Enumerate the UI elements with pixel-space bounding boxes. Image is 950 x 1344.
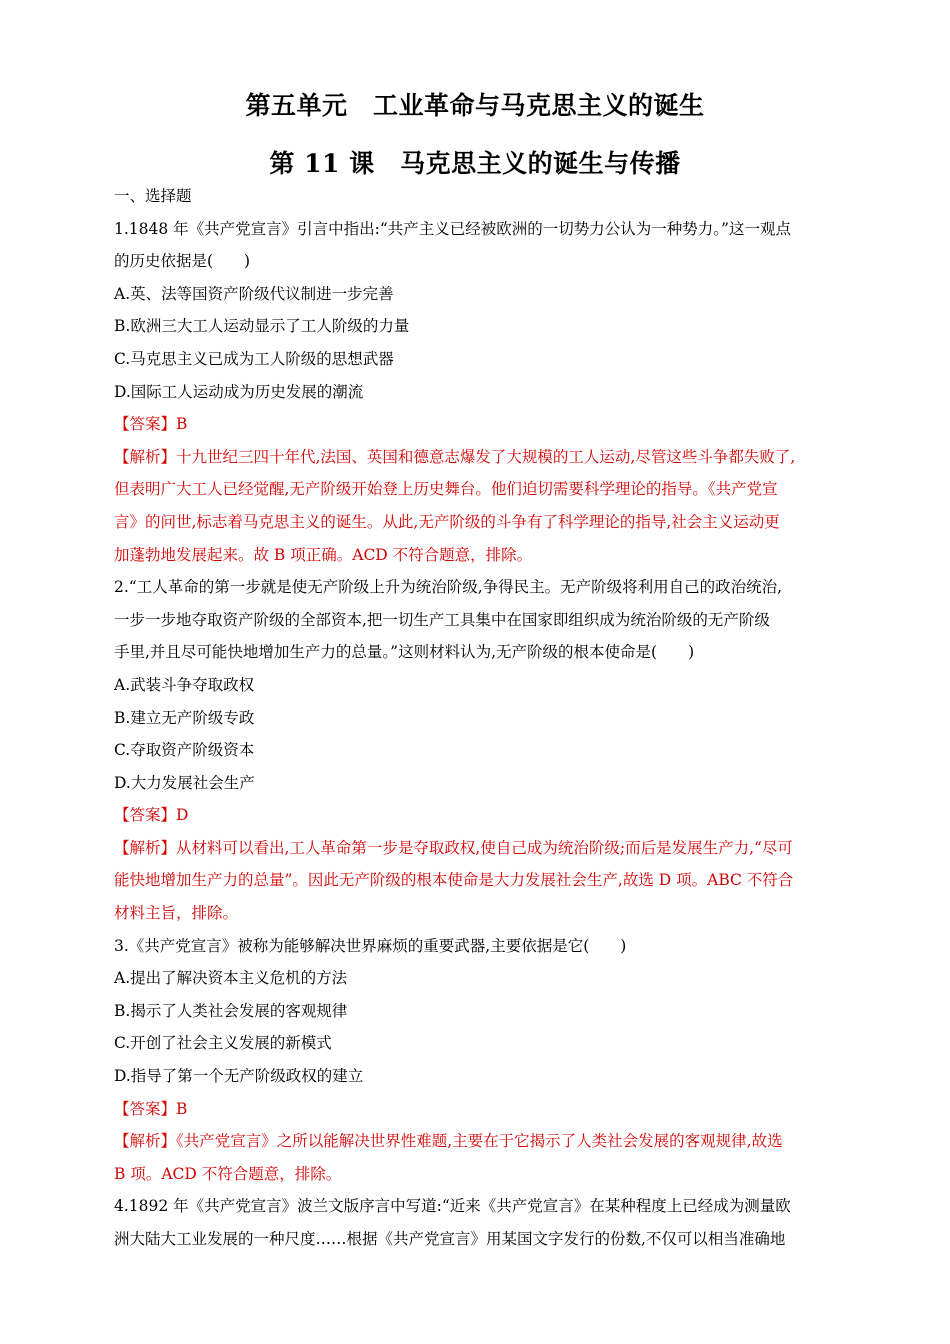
question-2-option-d: D.大力发展社会生产 [114,773,255,792]
question-4-stem-line: 4.1892 年《共产党宣言》波兰文版序言中写道:“近来《共产党宣言》在某种程度上已经成为测量欧 [114,1197,791,1216]
question-1-stem-line: 1.1848 年《共产党宣言》引言中指出:“共产主义已经被欧洲的一切势力公认为一种势力。”这一观点 [114,219,791,238]
unit-title: 第五单元 工业革命与马克思主义的诞生 [245,91,705,120]
lesson-title: 第 11 课 马克思主义的诞生与传播 [269,149,681,178]
question-3-option-b: B.揭示了人类社会发展的客观规律 [114,1001,348,1020]
question-2-stem-line: 2.“工人革命的第一步就是使无产阶级上升为统治阶级,争得民主。无产阶级将利用自己的政治统治, [114,578,783,597]
question-3-option-a: A.提出了解决资本主义危机的方法 [114,969,348,988]
question-1-analysis-line: 加蓬勃地发展起来。故 B 项正确。ACD 不符合题意，排除。 [114,545,533,564]
question-4-stem-line: 洲大陆大工业发展的一种尺度……根据《共产党宣言》用某国文字发行的份数,不仅可以相当准确地 [114,1230,786,1248]
question-3-answer: 【答案】B [114,1099,188,1118]
question-2-answer: 【答案】D [114,806,189,825]
question-3-analysis-line: 【解析】《共产党宣言》之所以能解决世界性难题,主要在于它揭示了人类社会发展的客观规律,故选 [114,1132,783,1151]
question-1-analysis-line: 【解析】十九世纪三四十年代,法国、英国和德意志爆发了大规模的工人运动,尽管这些斗争都失败了, [114,447,796,466]
question-1-option-c: C.马克思主义已成为工人阶级的思想武器 [114,349,394,368]
question-2-option-c: C.夺取资产阶级资本 [114,741,255,760]
question-1-stem-line: 的历史依据是( ) [114,252,251,271]
question-1-option-a: A.英、法等国资产阶级代议制进一步完善 [114,284,394,303]
question-2-analysis-line: 【解析】从材料可以看出,工人革命第一步是夺取政权,使自己成为统治阶级;而后是发展生产力,“尽可 [114,838,793,857]
question-3-option-c: C.开创了社会主义发展的新模式 [114,1034,332,1053]
question-2-stem-line: 一步一步地夺取资产阶级的全部资本,把一切生产工具集中在国家即组织成为统治阶级的无产阶级 [114,610,770,629]
question-2-option-b: B.建立无产阶级专政 [114,708,255,727]
question-3-analysis-line: B 项。ACD 不符合题意，排除。 [114,1164,342,1183]
document-body [114,180,840,1256]
question-1-option-b: B.欧洲三大工人运动显示了工人阶级的力量 [114,317,410,336]
question-1-answer: 【答案】B [114,415,188,434]
question-1-option-d: D.国际工人运动成为历史发展的潮流 [114,382,364,401]
question-2-stem-line: 手里,并且尽可能快地增加生产力的总量。”这则材料认为,无产阶级的根本使命是( ) [114,643,695,662]
question-2-analysis-line: 材料主旨，排除。 [114,904,239,923]
question-1-analysis-line: 但表明广大工人已经觉醒,无产阶级开始登上历史舞台。他们迫切需要科学理论的指导。《共产党宣 [114,480,778,499]
section-heading: 一、选择题 [114,187,192,205]
question-3-stem-line: 3.《共产党宣言》被称为能够解决世界麻烦的重要武器,主要依据是它( ) [114,936,627,955]
question-2-analysis-line: 能快地增加生产力的总量”。因此无产阶级的根本使命是大力发展社会生产,故选 D 项。ABC 不符合 [114,871,794,890]
question-2-option-a: A.武装斗争夺取政权 [114,675,255,694]
question-3-option-d: D.指导了第一个无产阶级政权的建立 [114,1067,364,1086]
question-1-analysis-line: 言》的问世,标志着马克思主义的诞生。从此,无产阶级的斗争有了科学理论的指导,社会主义运动更 [114,512,780,531]
